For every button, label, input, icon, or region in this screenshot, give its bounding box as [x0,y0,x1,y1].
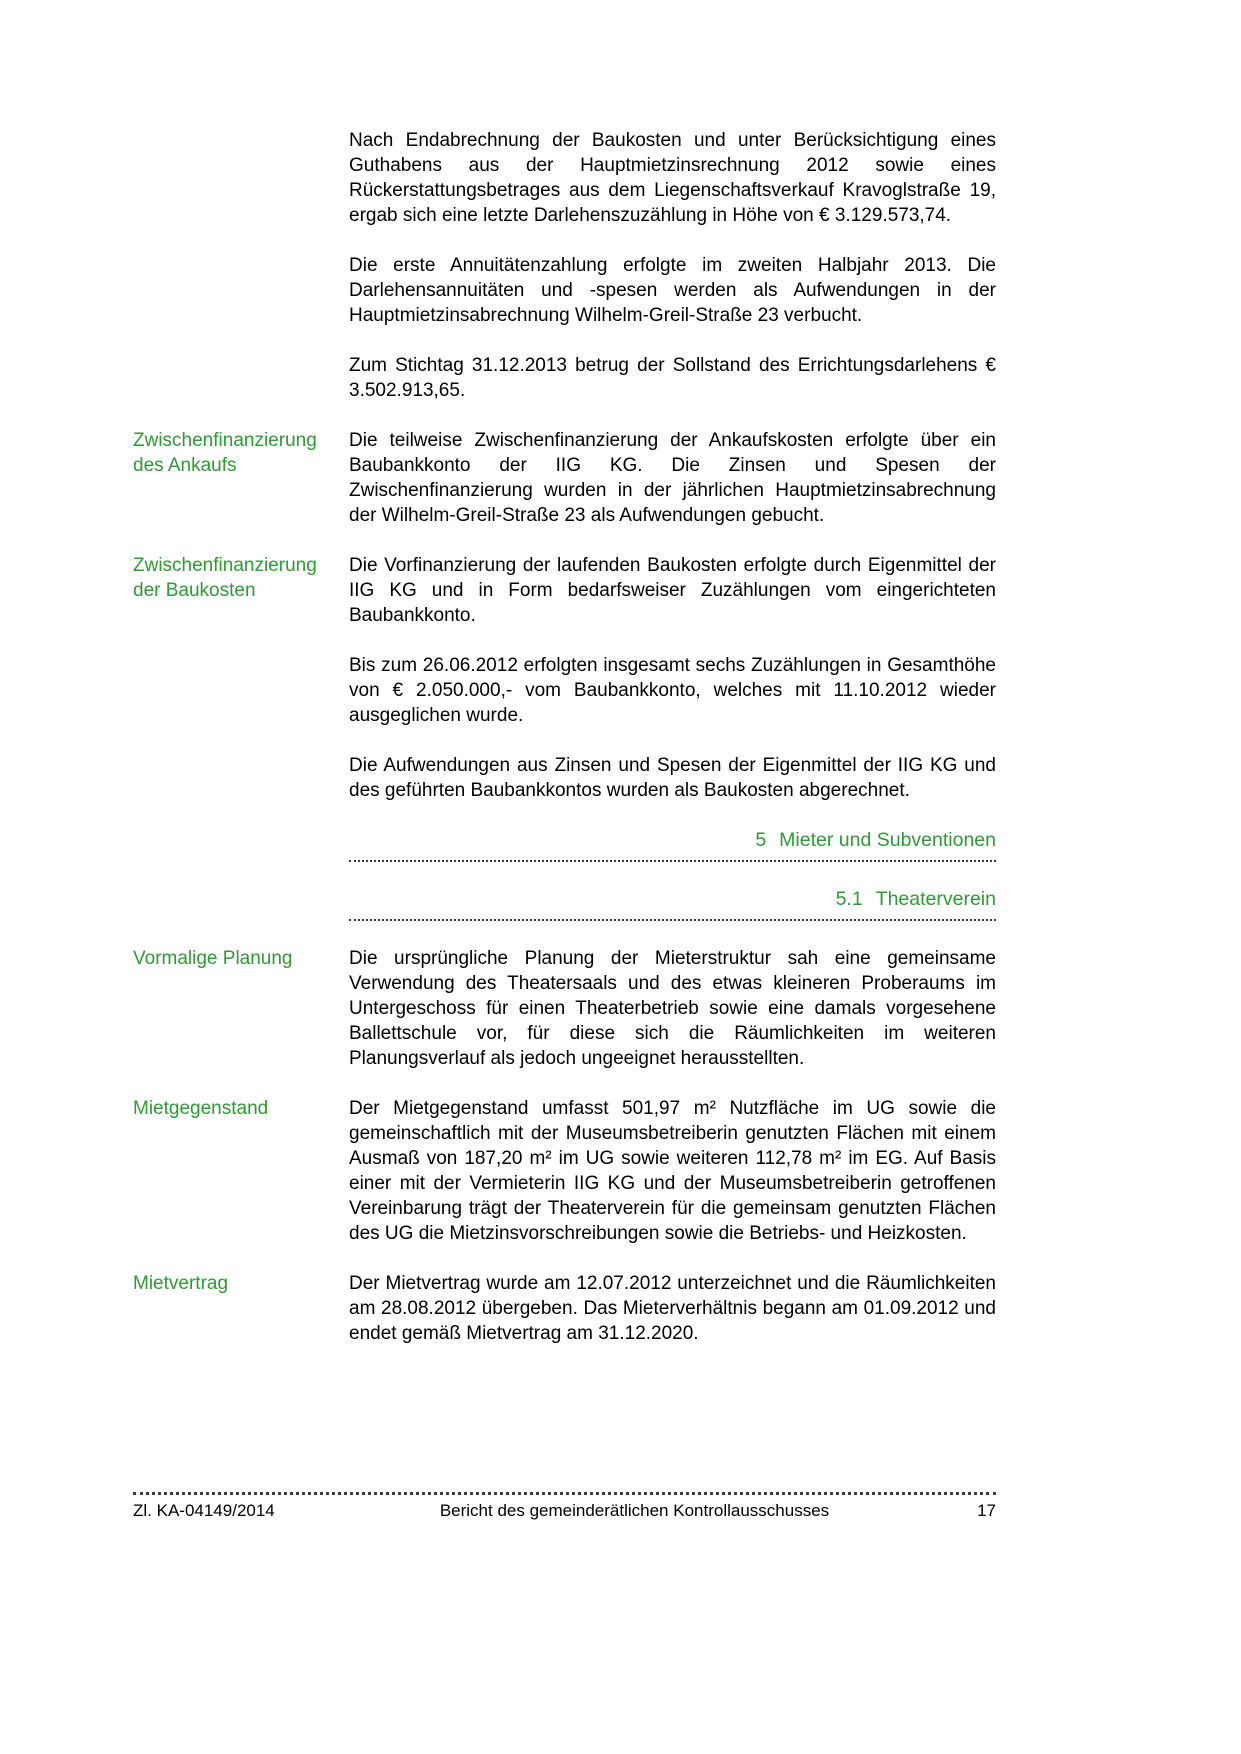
paragraph-block [133,1096,996,1246]
body-paragraph: Die ursprüngliche Planung der Mieterstruktur sah eine gemeinsame Verwendung des Theatersaals und des etwas kleineren Proberaums im Untergeschoss für einen Theaterbetrieb sowie eine damals vorgesehene Ballettschule vor, für diese sich die Räumlichkeiten im weiteren Planungsverlauf als jedoch ungeeignet herausstellten. [349,948,996,1069]
section-heading-block [133,887,996,921]
margin-label [133,653,349,728]
paragraph-block [133,553,996,628]
footer-reference-number: Zl. KA-04149/2014 [133,1501,275,1520]
paragraph-block [133,753,996,803]
margin-label [133,253,349,328]
paragraph-block [133,1271,996,1346]
footer-row [133,1500,996,1522]
heading-title: Mieter und Subventionen [779,829,996,851]
body-paragraph: Der Mietvertrag wurde am 12.07.2012 unterzeichnet und die Räumlichkeiten am 28.08.2012 übergeben. Das Mieterverhältnis begann am 01.09.2012 und endet gemäß Mietvertrag am 31.12.2020. [349,1273,996,1344]
heading-number: 5 [755,829,767,851]
margin-label [133,887,349,921]
body-paragraph: Die Aufwendungen aus Zinsen und Spesen der Eigenmittel der IIG KG und des geführten Baubankkontos wurden als Baukosten abgerechnet. [349,755,996,801]
paragraph-block [133,353,996,403]
section-heading-block [133,828,996,862]
section-heading-mieter-und-subventionen [349,828,996,862]
margin-label-mietvertrag: Mietvertrag [133,1273,229,1294]
body-paragraph: Bis zum 26.06.2012 erfolgten insgesamt sechs Zuzählungen in Gesamthöhe von € 2.050.000,- vom Baubankkonto, welches mit 11.10.2012 wieder ausgeglichen wurde. [349,655,996,726]
body-paragraph: Die teilweise Zwischenfinanzierung der Ankaufskosten erfolgte über ein Baubankkonto der IIG KG. Die Zinsen und Spesen der Zwischenfinanzierung wurden in der jährlichen Hauptmietzinsabrechnung der Wilhelm-Greil-Straße 23 als Aufwendungen gebucht. [349,430,996,526]
paragraph-block [133,653,996,728]
body-paragraph: Zum Stichtag 31.12.2013 betrug der Sollstand des Errichtungsdarlehens € 3.502.913,65. [349,355,996,401]
paragraph-block [133,128,996,228]
body-paragraph: Die erste Annuitätenzahlung erfolgte im zweiten Halbjahr 2013. Die Darlehensannuitäten und -spesen werden als Aufwendungen in der Hauptmietzinsabrechnung Wilhelm-Greil-Straße 23 verbucht. [349,255,996,326]
heading-title: Theaterverein [875,888,996,910]
body-paragraph: Die Vorfinanzierung der laufenden Baukosten erfolgte durch Eigenmittel der IIG KG und in Form bedarfsweiser Zuzählungen vom eingerichteten Baubankkonto. [349,555,996,626]
margin-label [133,128,349,228]
footer-document-title: Bericht des gemeinderätlichen Kontrollausschusses [439,1501,830,1520]
margin-label [133,753,349,803]
margin-label-zwischenfinanzierung-baukosten: Zwischenfinanzierung der Baukosten [133,555,317,601]
paragraph-block [133,253,996,328]
footer-dotted-divider [133,1492,996,1495]
section-heading-theaterverein [349,887,996,921]
body-paragraph: Nach Endabrechnung der Baukosten und unter Berücksichtigung eines Guthabens aus der Hauptmietzinsrechnung 2012 sowie eines Rückerstattungsbetrages aus dem Liegenschaftsverkauf Kravoglstraße 19, ergab sich eine letzte Darlehenszuzählung in Höhe von € 3.129.573,74. [349,130,996,226]
margin-label-mietgegenstand: Mietgegenstand [133,1098,269,1119]
paragraph-block [133,946,996,1071]
margin-label [133,353,349,403]
margin-label-vormalige-planung: Vormalige Planung [133,948,293,969]
paragraph-block [133,428,996,528]
document-body [133,128,996,1371]
body-paragraph: Der Mietgegenstand umfasst 501,97 m² Nutzfläche im UG sowie die gemeinschaftlich mit der Museumsbetreiberin genutzten Flächen mit einem Ausmaß von 187,20 m² im UG sowie weiteren 112,78 m² im EG. Auf Basis einer mit der Vermieterin IIG KG und der Museumsbetreiberin getroffenen Vereinbarung trägt der Theaterverein für die gemeinsam genutzten Flächen des UG die Mietzinsvorschreibungen sowie die Betriebs- und Heizkosten. [349,1098,996,1244]
footer-page-number: 17 [977,1501,996,1520]
margin-label-zwischenfinanzierung-ankauf: Zwischenfinanzierung des Ankaufs [133,430,317,476]
heading-number: 5.1 [835,888,863,910]
margin-label [133,828,349,862]
page-footer [133,1492,996,1522]
